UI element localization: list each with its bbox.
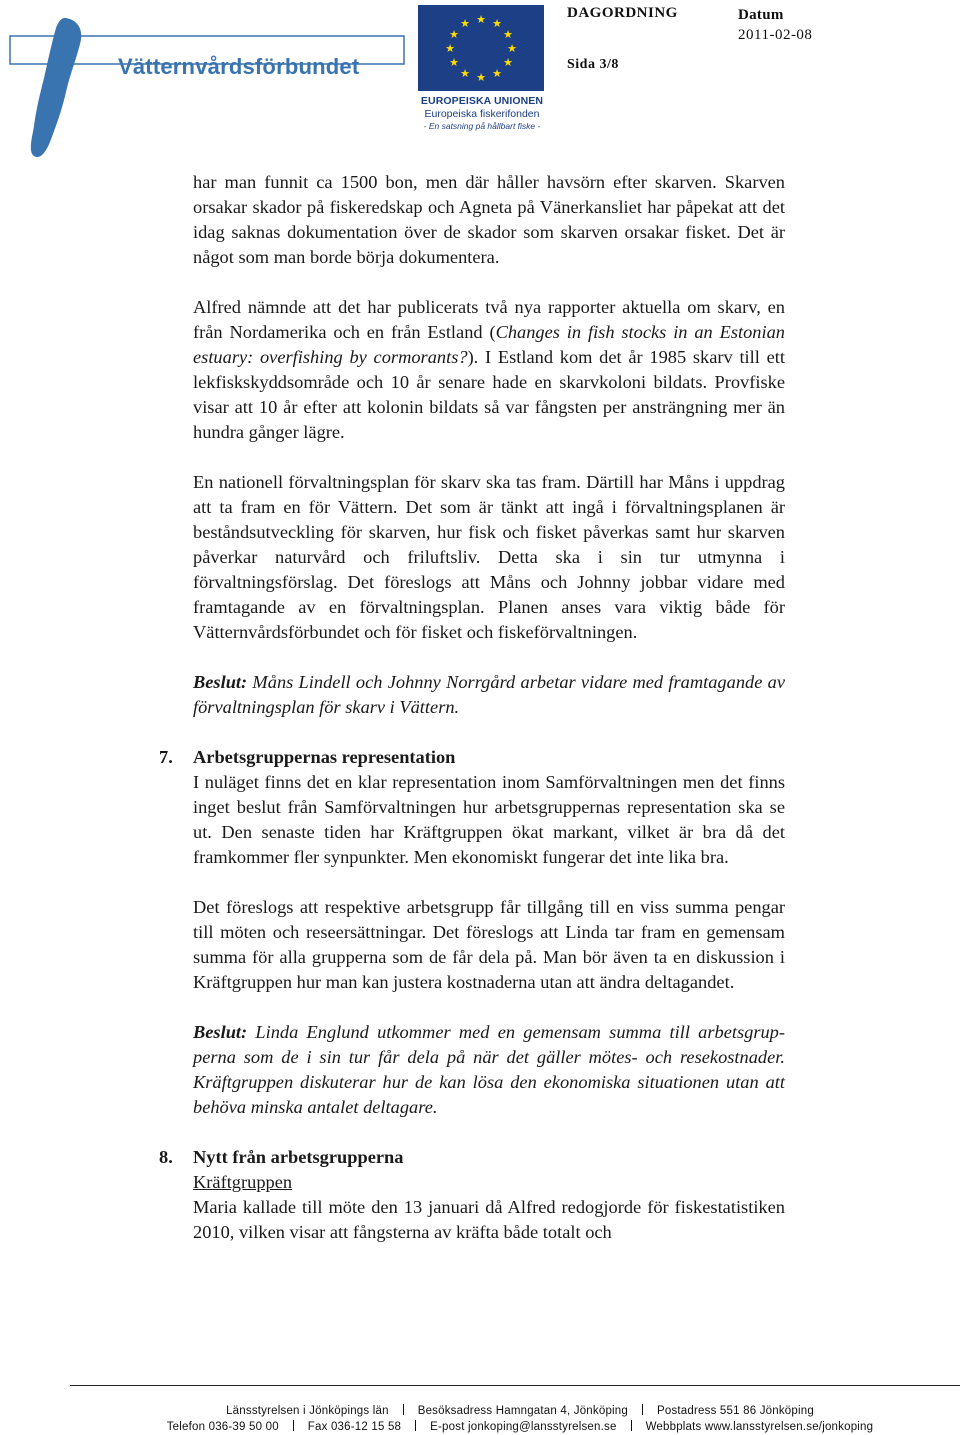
section-title: Nytt från arbetsgrupperna <box>193 1147 404 1167</box>
paragraph: Maria kallade till möte den 13 januari då Alfred redogjorde för fiskestatistiken 2010, vilken visar att fångsterna av kräfta både totalt och <box>193 1197 785 1242</box>
decision-text: Linda Englund utkommer med en gemensam summa till arbetsgrupperna som de i sin tur får dela på när det gäller mötes- och resekostnader. Kräftgruppen diskuterar hur de kan lösa den ekonomiska situationen utan att behöva minska antalet deltagare. <box>193 1022 785 1117</box>
date-label: Datum <box>738 7 784 23</box>
footer-line-1 <box>40 1404 960 1417</box>
subsection-title: Kräftgruppen <box>193 1172 293 1192</box>
section-number: 7. <box>159 747 173 767</box>
section-title: Arbetsgruppernas representation <box>193 747 456 767</box>
decision-label: Beslut: <box>193 672 248 692</box>
section-number: 8. <box>159 1147 173 1167</box>
svg-text:★: ★ <box>507 42 517 55</box>
footer-divider <box>70 1385 960 1386</box>
paragraph: I nuläget finns det en klar representation inom Samförvaltningen men det finns inget beslut från Samförvaltningen hur arbetsgruppernas representation ska se ut. Den senaste tiden har Kräftgruppen ökat markant, vilket är bra då det framkommer fler synpunkter. Men ekonomiskt fungerar det inte lika bra. <box>193 772 785 867</box>
paragraph: har man funnit ca 1500 bon, men där håller havsörn efter skarven. Skarven orsakar skador på fiskeredskap och Agneta på Vänerkansliet har påpekat att det idag saknas dokumentation över de skador som skarven orsakar fisket. Det är något som man borde börja dokumentera. <box>193 172 785 267</box>
svg-text:★: ★ <box>460 17 470 30</box>
section-7 <box>159 745 785 1120</box>
footer-line-2 <box>40 1420 960 1433</box>
document-body <box>159 170 785 1245</box>
footer-postal-address: Postadress 551 86 Jönköping <box>657 1405 814 1417</box>
section-8 <box>159 1145 785 1245</box>
lake-vattern-icon <box>8 14 408 164</box>
footer-phone: Telefon 036-39 50 00 <box>166 1421 279 1433</box>
vattern-logo <box>8 14 408 164</box>
footer-visit-address: Besöksadress Hamngatan 4, Jönköping <box>417 1405 628 1417</box>
eu-slogan: - En satsning på hållbart fiske - <box>423 121 541 131</box>
svg-text:★: ★ <box>460 67 470 80</box>
eu-fund: Europeiska fiskerifonden <box>424 108 540 120</box>
eu-flag-icon <box>418 5 544 91</box>
svg-text:★: ★ <box>492 17 502 30</box>
footer-website: Webbplats www.lansstyrelsen.se/jonkoping <box>645 1421 874 1433</box>
decision <box>193 1020 785 1120</box>
svg-text:★: ★ <box>476 71 486 84</box>
paragraph-text: ). I Estland kom det år 1985 skarv till ett lekfiskskyddsområde och 10 år senare hade en skarvkoloni bildats. Provfiske visar att 10 år efter att kolonin bildats så var fångsten per ansträngning mer än hundra gånger lägre. <box>193 347 785 442</box>
svg-text:★: ★ <box>476 13 486 26</box>
decision-label: Beslut: <box>193 1022 248 1042</box>
eu-name: EUROPEISKA UNIONEN <box>420 95 544 107</box>
svg-text:★: ★ <box>503 28 513 41</box>
footer-email: E-post jonkoping@lansstyrelsen.se <box>430 1421 617 1433</box>
paragraph: En nationell förvaltningsplan för skarv ska tas fram. Därtill har Måns i uppdrag att ta fram en för Vättern. Det som är tänkt att ingå i förvaltningsplanen är beståndsutveckling för skarven, hur fisk och fisket påverkas samt hur skarven påverkar naturvård och friluftsliv. Detta ska i sin tur utmynna i förvaltningsförslag. Det föreslogs att Måns och Johnny jobbar vidare med framtagande av en förvaltningsplan. Planen anses vara viktig både för Vätternvårdsförbundet och för fisket och fiskeförvaltningen. <box>193 472 785 642</box>
svg-text:★: ★ <box>445 42 455 55</box>
decision-text: Måns Lindell och Johnny Norrgård arbetar vidare med framtagande av förvaltningsplan för skarv i Vättern. <box>193 672 785 717</box>
paragraph: Det föreslogs att respektive arbetsgrupp får tillgång till en viss summa pengar till möten och reseersättningar. Det föreslogs att Linda tar fram en gemensam summa för alla grupperna som de får dela på. Man bör även ta en diskussion i Kräftgruppen hur man kan justera kostnaderna utan att ändra deltagandet. <box>193 897 785 992</box>
decision <box>193 670 785 720</box>
report-title: Changes in fish stocks in an Estonian estuary: overfishing by cormorants? <box>193 322 785 367</box>
svg-text:★: ★ <box>449 28 459 41</box>
page-number: Sida 3/8 <box>567 57 619 72</box>
eu-logo <box>418 5 546 133</box>
svg-text:★: ★ <box>492 67 502 80</box>
footer-org: Länsstyrelsen i Jönköpings län <box>226 1405 389 1417</box>
date-value: 2011-02-08 <box>738 27 813 43</box>
paragraph <box>193 295 785 445</box>
doc-type: DAGORDNING <box>567 5 678 21</box>
svg-text:★: ★ <box>449 56 459 69</box>
org-name: Vätternvårdsförbundet <box>118 54 360 79</box>
paragraph-text: Alfred nämnde att det har publicerats två nya rapporter aktuella om skarv, en från Nordamerika och en från Estland ( <box>193 297 785 342</box>
footer-fax: Fax 036-12 15 58 <box>307 1421 402 1433</box>
svg-text:★: ★ <box>503 56 513 69</box>
